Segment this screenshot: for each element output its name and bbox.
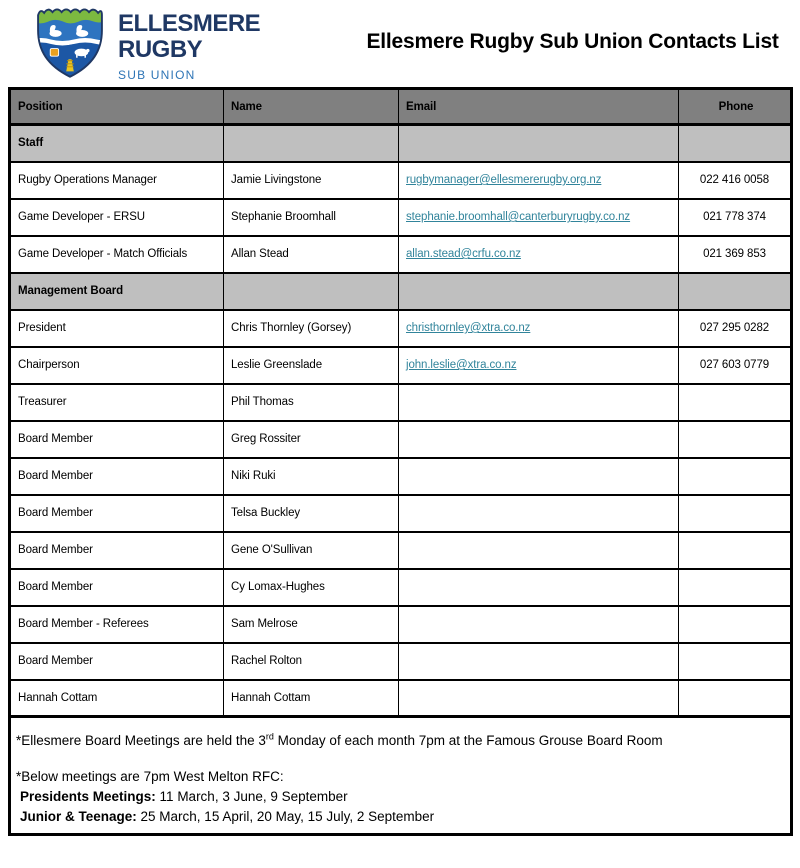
cell-position: Board Member (10, 458, 224, 495)
table-row (10, 569, 792, 606)
cell-email (399, 347, 679, 384)
cell-email (399, 458, 679, 495)
cell-phone: 027 295 0282 (679, 310, 792, 347)
cell-email (399, 643, 679, 680)
cell-name (224, 125, 399, 162)
cell-email (399, 680, 679, 717)
cell-email (399, 273, 679, 310)
page-title: Ellesmere Rugby Sub Union Contacts List (366, 30, 779, 53)
table-row (10, 606, 792, 643)
cell-name: Jamie Livingstone (224, 162, 399, 199)
logo-sub-union-label: SUB UNION (118, 68, 196, 82)
table-row (10, 310, 792, 347)
section-row (10, 125, 792, 162)
column-header-position: Position (10, 89, 224, 125)
cell-email (399, 236, 679, 273)
cell-email (399, 569, 679, 606)
cell-name: Hannah Cottam (224, 680, 399, 717)
cell-name: Greg Rossiter (224, 421, 399, 458)
column-header-name: Name (224, 89, 399, 125)
notes-cell (10, 717, 792, 835)
cell-phone: 021 778 374 (679, 199, 792, 236)
cell-position: Treasurer (10, 384, 224, 421)
cell-position: Board Member (10, 421, 224, 458)
column-header-phone: Phone (679, 89, 792, 125)
cell-position: Board Member (10, 643, 224, 680)
cell-phone: 021 369 853 (679, 236, 792, 273)
cell-position: Rugby Operations Manager (10, 162, 224, 199)
cell-phone (679, 569, 792, 606)
header-row (10, 89, 792, 125)
cell-position: Chairperson (10, 347, 224, 384)
table-row (10, 199, 792, 236)
page-header (0, 0, 800, 87)
cell-email (399, 495, 679, 532)
cell-phone (679, 606, 792, 643)
cell-email (399, 125, 679, 162)
club-logo (28, 3, 260, 81)
email-link[interactable]: rugbymanager@ellesmererugby.org.nz (406, 174, 602, 186)
cell-phone (679, 384, 792, 421)
cell-name: Chris Thornley (Gorsey) (224, 310, 399, 347)
contacts-table (8, 87, 793, 836)
table-row (10, 162, 792, 199)
email-link[interactable]: allan.stead@crfu.co.nz (406, 248, 521, 260)
note-presidents-meetings: Presidents Meetings: 11 March, 3 June, 9 September (20, 789, 348, 804)
contacts-table-body (10, 125, 792, 717)
cell-phone (679, 643, 792, 680)
table-row (10, 495, 792, 532)
cell-position: Game Developer - ERSU (10, 199, 224, 236)
cell-name: Niki Ruki (224, 458, 399, 495)
cell-phone (679, 495, 792, 532)
cell-phone (679, 680, 792, 717)
table-row (10, 236, 792, 273)
cell-phone (679, 458, 792, 495)
cell-email (399, 532, 679, 569)
title-wrap (260, 30, 800, 54)
cell-email (399, 199, 679, 236)
table-row (10, 347, 792, 384)
table-row (10, 680, 792, 717)
cell-name: Allan Stead (224, 236, 399, 273)
cell-position: Hannah Cottam (10, 680, 224, 717)
cell-phone (679, 125, 792, 162)
logo-club-name-line1: ELLESMERE (118, 10, 261, 37)
email-link[interactable]: john.leslie@xtra.co.nz (406, 359, 517, 371)
column-header-email: Email (399, 89, 679, 125)
cell-name: Leslie Greenslade (224, 347, 399, 384)
cell-position: Board Member - Referees (10, 606, 224, 643)
cell-position: Game Developer - Match Officials (10, 236, 224, 273)
logo-club-name-line2: RUGBY (118, 36, 203, 63)
cell-position: Board Member (10, 569, 224, 606)
cell-phone (679, 421, 792, 458)
contacts-table-header (10, 89, 792, 125)
table-row (10, 421, 792, 458)
cell-phone: 022 416 0058 (679, 162, 792, 199)
cell-name: Phil Thomas (224, 384, 399, 421)
cell-phone (679, 273, 792, 310)
cell-email (399, 384, 679, 421)
cell-name (224, 273, 399, 310)
cell-position: Board Member (10, 532, 224, 569)
table-row (10, 384, 792, 421)
cell-position: Board Member (10, 495, 224, 532)
cell-name: Cy Lomax-Hughes (224, 569, 399, 606)
cell-name: Stephanie Broomhall (224, 199, 399, 236)
notes-row (10, 717, 792, 835)
table-row (10, 643, 792, 680)
cell-email (399, 310, 679, 347)
table-row (10, 458, 792, 495)
cell-name: Telsa Buckley (224, 495, 399, 532)
club-logo-text (118, 12, 260, 81)
table-row (10, 532, 792, 569)
cell-name: Gene O'Sullivan (224, 532, 399, 569)
note-below-meetings: *Below meetings are 7pm West Melton RFC: (16, 769, 284, 784)
note-board-meetings: *Ellesmere Board Meetings are held the 3rd Monday of each month 7pm at the Famous Grouse Board Room (16, 731, 663, 748)
cell-position: President (10, 310, 224, 347)
cell-email (399, 606, 679, 643)
cell-phone (679, 532, 792, 569)
cell-name: Rachel Rolton (224, 643, 399, 680)
cell-email (399, 421, 679, 458)
email-link[interactable]: christhornley@xtra.co.nz (406, 322, 531, 334)
email-link[interactable]: stephanie.broomhall@canterburyrugby.co.nz (406, 211, 631, 223)
club-crest-shield-icon (28, 3, 112, 79)
cell-position: Staff (10, 125, 224, 162)
cell-name: Sam Melrose (224, 606, 399, 643)
cell-phone: 027 603 0779 (679, 347, 792, 384)
section-row (10, 273, 792, 310)
note-junior-teenage: Junior & Teenage: 25 March, 15 April, 20 May, 15 July, 2 September (20, 809, 435, 824)
cell-email (399, 162, 679, 199)
cell-position: Management Board (10, 273, 224, 310)
